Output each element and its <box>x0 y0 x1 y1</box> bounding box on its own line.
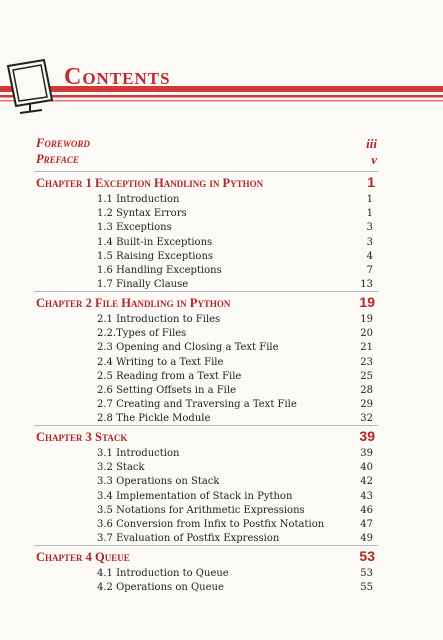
chapter-divider <box>34 425 378 426</box>
section-page: 32 <box>360 413 373 425</box>
section-title[interactable]: 3.3 Operations on Stack <box>97 476 220 488</box>
section-page: 29 <box>360 399 373 411</box>
chapter-divider <box>34 171 378 172</box>
chapter-page: 53 <box>359 548 375 564</box>
section-title[interactable]: 4.2 Operations on Queue <box>97 582 224 594</box>
section-page: 1 <box>366 194 373 205</box>
section-title[interactable]: 1.7 Finally Clause <box>97 279 189 291</box>
section-page: 55 <box>360 582 373 594</box>
section-title[interactable]: 2.4 Writing to a Text File <box>97 356 224 368</box>
section-title[interactable]: 2.7 Creating and Traversing a Text File <box>97 399 297 411</box>
chapter-page: 19 <box>359 294 375 310</box>
chapter-divider <box>34 291 378 292</box>
section-title[interactable]: 2.3 Opening and Closing a Text File <box>97 342 279 354</box>
section-page: 42 <box>360 476 373 488</box>
section-page: 49 <box>360 533 373 545</box>
section-page: 4 <box>366 250 373 262</box>
section-page: 40 <box>360 462 373 474</box>
section-page: 43 <box>360 490 373 502</box>
front-matter-title[interactable]: Preface <box>36 152 79 166</box>
section-page: 3 <box>366 236 373 248</box>
section-page: 39 <box>360 448 373 459</box>
section-title[interactable]: 4.1 Introduction to Queue <box>97 568 229 579</box>
section-page: 20 <box>360 328 373 340</box>
chapter-title[interactable]: Chapter 3 Stack <box>36 430 128 444</box>
chapter-title[interactable]: Chapter 4 Queue <box>36 550 130 564</box>
section-page: 47 <box>360 519 373 530</box>
section-title[interactable]: 3.5 Notations for Arithmetic Expressions <box>97 504 305 516</box>
section-title[interactable]: 2.1 Introduction to Files <box>97 314 221 325</box>
section-title[interactable]: 1.1 Introduction <box>97 194 180 205</box>
section-title[interactable]: 2.2.Types of Files <box>97 328 187 340</box>
section-page: 28 <box>360 385 373 396</box>
chapter-divider <box>34 545 378 546</box>
section-page: 53 <box>360 568 373 579</box>
section-title[interactable]: 1.3 Exceptions <box>97 222 172 234</box>
chapter-title[interactable]: Chapter 2 File Handling in Python <box>36 296 231 310</box>
section-page: 25 <box>360 370 373 382</box>
section-title[interactable]: 3.1 Introduction <box>97 448 180 459</box>
section-title[interactable]: 1.2 Syntax Errors <box>97 208 187 220</box>
front-matter-page: iii <box>366 136 377 151</box>
chapter-page: 39 <box>359 428 375 444</box>
section-page: 23 <box>360 356 373 368</box>
section-title[interactable]: 1.5 Raising Exceptions <box>97 250 214 262</box>
section-title[interactable]: 1.4 Built-in Exceptions <box>97 236 213 248</box>
section-title[interactable]: 3.6 Conversion from Infix to Postfix Notation <box>97 519 325 530</box>
section-title[interactable]: 1.6 Handling Exceptions <box>97 265 222 276</box>
section-page: 3 <box>366 222 373 234</box>
section-page: 7 <box>366 265 373 276</box>
section-title[interactable]: 2.5 Reading from a Text File <box>97 370 242 382</box>
section-title[interactable]: 3.7 Evaluation of Postfix Expression <box>97 533 280 545</box>
front-matter-title[interactable]: Foreword <box>36 136 90 150</box>
chapter-title[interactable]: Chapter 1 Exception Handling in Python <box>36 176 264 190</box>
section-page: 1 <box>366 208 373 220</box>
page-title: Contents <box>64 64 171 90</box>
section-page: 21 <box>360 342 373 354</box>
section-title[interactable]: 2.6 Setting Offsets in a File <box>97 385 236 396</box>
section-title[interactable]: 3.4 Implementation of Stack in Python <box>97 490 293 502</box>
section-title[interactable]: 2.8 The Pickle Module <box>97 413 211 425</box>
section-title[interactable]: 3.2 Stack <box>97 462 145 474</box>
chapter-page: 1 <box>367 174 375 190</box>
section-page: 13 <box>360 279 373 291</box>
front-matter-page: v <box>371 152 377 167</box>
section-page: 19 <box>360 314 373 325</box>
section-page: 46 <box>360 504 373 516</box>
